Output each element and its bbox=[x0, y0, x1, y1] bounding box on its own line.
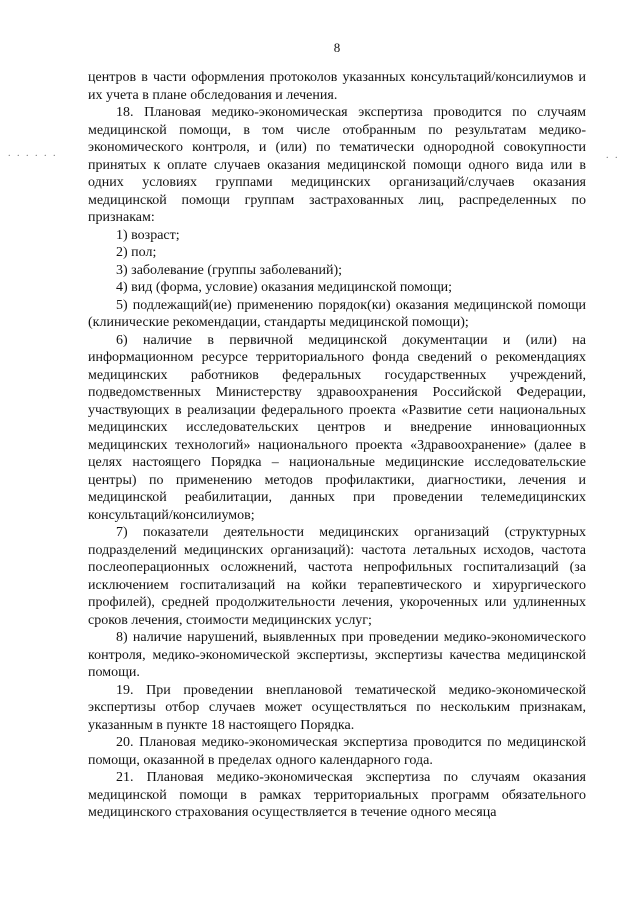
paragraph: 5) подлежащий(ие) применению порядок(ки) оказания медицинской помощи (клинические рекомендации, стандарты медицинской помощи); bbox=[88, 297, 586, 330]
paragraph: 20. Плановая медико-экономическая экспертиза проводится по медицинской помощи, оказанной в пределах одного календарного года. bbox=[88, 735, 586, 768]
scan-margin-mark-left: . . . . . . bbox=[8, 148, 58, 159]
paragraph: 18. Плановая медико-экономическая экспертиза проводится по случаям медицинской помощи, в том числе отобранным по результатам медико-экономического контроля, и (или) по тематически однородной совокупности принятых к оплате случаев оказания медицинской помощи одного вида или в одних условиях группами медицинских организаций/случаев оказания медицинской помощи группам застрахованных лиц, распределенных по признакам: bbox=[88, 105, 586, 225]
paragraph: 8) наличие нарушений, выявленных при проведении медико-экономического контроля, медико-экономической экспертизы, экспертизы качества медицинской помощи. bbox=[88, 630, 586, 680]
paragraph: центров в части оформления протоколов указанных консультаций/консилиумов и их учета в плане обследования и лечения. bbox=[88, 70, 586, 103]
paragraph: 1) возраст; bbox=[116, 227, 180, 243]
paragraph: 3) заболевание (группы заболеваний); bbox=[116, 262, 343, 278]
paragraph: 6) наличие в первичной медицинской документации и (или) на информационном ресурсе территориального фонда сведений о рекомендациях медицинских работников федеральных государственных учреждений, подведомственных Министерству здравоохранения Российской Федерации, участвующих в реализации федерального проекта «Развитие сети национальных медицинских исследовательских центров и внедрение инновационных медицинских технологий» национального проекта «Здравоохранение» (далее в целях настоящего Порядка – национальные медицинские исследовательские центры) по применению методов профилактики, диагностики, лечения и медицинской реабилитации, данных при проведении телемедицинских консультаций/консилиумов; bbox=[88, 332, 586, 523]
paragraph: 21. Плановая медико-экономическая экспертиза по случаям оказания медицинской помощи в рамках территориальных программ обязательного медицинского страхования осуществляется в течение одного месяца bbox=[88, 770, 586, 820]
paragraph: 7) показатели деятельности медицинских организаций (структурных подразделений медицинских организаций): частота летальных исходов, частота послеоперационных осложнений, частота непрофильных госпитализаций (за исключением госпитализаций на койки терапевтического и хирургического профилей), средней продолжительности лечения, укороченных или удлиненных сроков лечения, стоимости медицинских услуг; bbox=[88, 525, 586, 628]
scan-margin-mark-right: . . bbox=[606, 150, 620, 161]
paragraph: 19. При проведении внеплановой тематической медико-экономической экспертизы отбор случаев может осуществляться по нескольким признакам, указанным в пункте 18 настоящего Порядка. bbox=[88, 682, 586, 733]
paragraph: 2) пол; bbox=[116, 245, 157, 260]
page-number: 8 bbox=[333, 40, 341, 55]
document-body bbox=[88, 69, 586, 822]
paragraph: 4) вид (форма, условие) оказания медицинской помощи; bbox=[116, 280, 453, 295]
